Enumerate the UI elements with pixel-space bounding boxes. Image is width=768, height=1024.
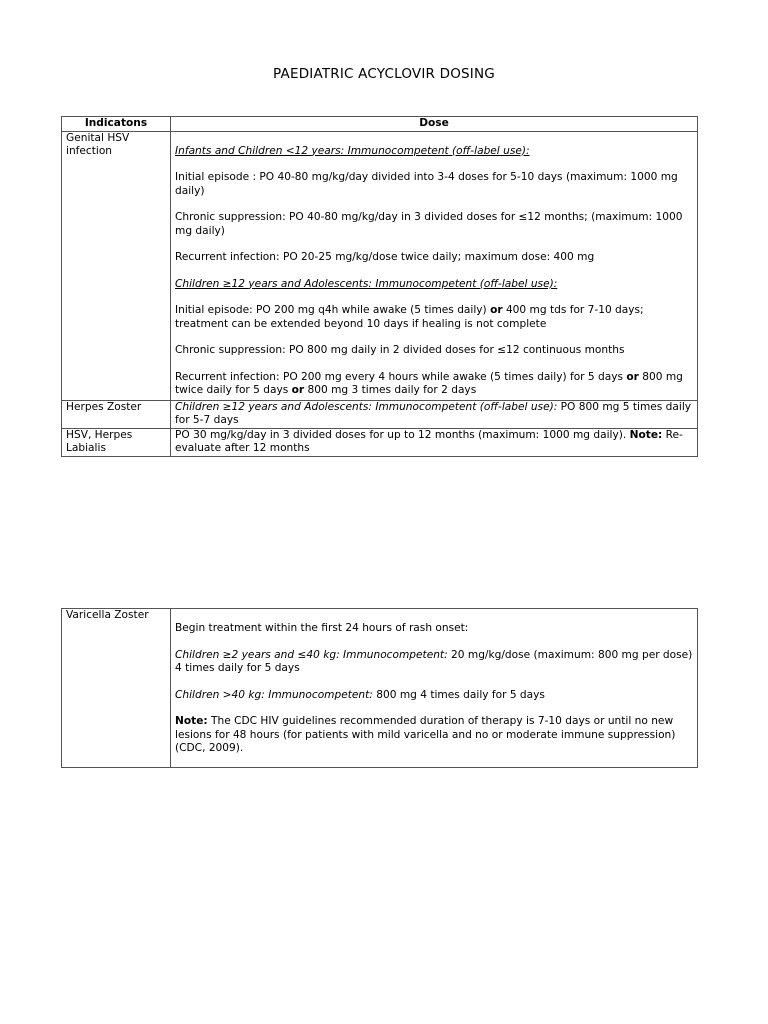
indication-varicella-zoster: Varicella Zoster bbox=[62, 609, 171, 768]
column-header-dose: Dose bbox=[171, 117, 698, 132]
dose-text: 800 mg twice daily for 5 days bbox=[175, 370, 683, 396]
varicella-table bbox=[61, 608, 698, 768]
dose-text: 800 mg 3 times daily for 2 days bbox=[304, 384, 477, 396]
dose-varicella-zoster bbox=[171, 609, 698, 768]
dose-recurrent-infection: Recurrent infection: PO 20-25 mg/kg/dose twice daily; maximum dose: 400 mg bbox=[175, 251, 595, 263]
dose-text: PO 800 mg 5 times daily for 5-7 days bbox=[175, 400, 692, 426]
dose-chronic-suppression: Chronic suppression: PO 40-80 mg/kg/day in 3 divided doses for ≤12 months; (maximum: 1000 mg daily) bbox=[175, 211, 683, 237]
note-label: Note: bbox=[175, 715, 208, 727]
dose-text-italic: Children ≥2 years and ≤40 kg: Immunocompetent: bbox=[175, 648, 448, 661]
or-label: or bbox=[291, 384, 305, 396]
indication-herpes-labialis: HSV, Herpes Labialis bbox=[62, 428, 171, 456]
dose-text-italic: Children >40 kg: Immunocompetent: bbox=[175, 688, 373, 701]
page-title: PAEDIATRIC ACYCLOVIR DOSING bbox=[273, 66, 495, 82]
dose-text: Re-evaluate after 12 months bbox=[175, 428, 683, 454]
section-heading-12-plus: Children ≥12 years and Adolescents: Immunocompetent (off-label use): bbox=[175, 277, 558, 290]
table-header-row bbox=[62, 117, 698, 132]
or-label: or bbox=[490, 304, 503, 316]
column-header-indications: Indicatons bbox=[62, 117, 171, 132]
table-row bbox=[62, 609, 698, 768]
varicella-dose-under-40kg bbox=[175, 649, 693, 676]
section-heading-under-12: Infants and Children <12 years: Immunocompetent (off-label use): bbox=[175, 144, 530, 157]
dose-text: Recurrent infection: PO 200 mg every 4 hours while awake (5 times daily) for 5 days bbox=[175, 370, 627, 383]
varicella-intro: Begin treatment within the first 24 hours of rash onset: bbox=[175, 622, 469, 634]
or-label: or bbox=[626, 370, 639, 383]
varicella-note bbox=[175, 715, 693, 756]
dose-recurrent-infection-12-plus bbox=[175, 371, 693, 398]
note-text: The CDC HIV guidelines recommended duration of therapy is 7-10 days or until no new lesions for 48 hours (for patients with mild varicella and no or moderate immune suppression) (CDC, 2009). bbox=[175, 715, 676, 754]
table-row bbox=[62, 131, 698, 400]
indication-herpes-zoster: Herpes Zoster bbox=[62, 400, 171, 428]
table-row bbox=[62, 400, 698, 428]
dose-genital-hsv bbox=[171, 131, 698, 400]
dose-text: 800 mg 4 times daily for 5 days bbox=[372, 688, 545, 701]
note-label: Note: bbox=[629, 428, 663, 441]
table-row bbox=[62, 428, 698, 456]
dose-chronic-suppression-12-plus: Chronic suppression: PO 800 mg daily in 2 divided doses for ≤12 continuous months bbox=[175, 344, 625, 356]
dose-text: 400 mg tds for 7-10 days; treatment can be extended beyond 10 days if healing is not complete bbox=[175, 304, 644, 330]
dose-initial-episode: Initial episode : PO 40-80 mg/kg/day divided into 3-4 doses for 5-10 days (maximum: 1000 mg daily) bbox=[175, 171, 678, 197]
dose-initial-episode-12-plus bbox=[175, 304, 693, 331]
dose-text: PO 30 mg/kg/day in 3 divided doses for up to 12 months (maximum: 1000 mg daily). bbox=[175, 428, 630, 441]
dose-herpes-zoster bbox=[171, 400, 698, 428]
dose-herpes-labialis bbox=[171, 428, 698, 456]
varicella-dose-over-40kg bbox=[175, 689, 693, 703]
dose-text: Initial episode: PO 200 mg q4h while awake (5 times daily) bbox=[175, 304, 491, 316]
dose-text: 20 mg/kg/dose (maximum: 800 mg per dose) 4 times daily for 5 days bbox=[175, 648, 693, 674]
dosing-table bbox=[61, 116, 698, 457]
dose-text-italic: Children ≥12 years and Adolescents: Immunocompetent (off-label use): bbox=[175, 400, 558, 413]
indication-genital-hsv: Genital HSV infection bbox=[62, 131, 171, 400]
